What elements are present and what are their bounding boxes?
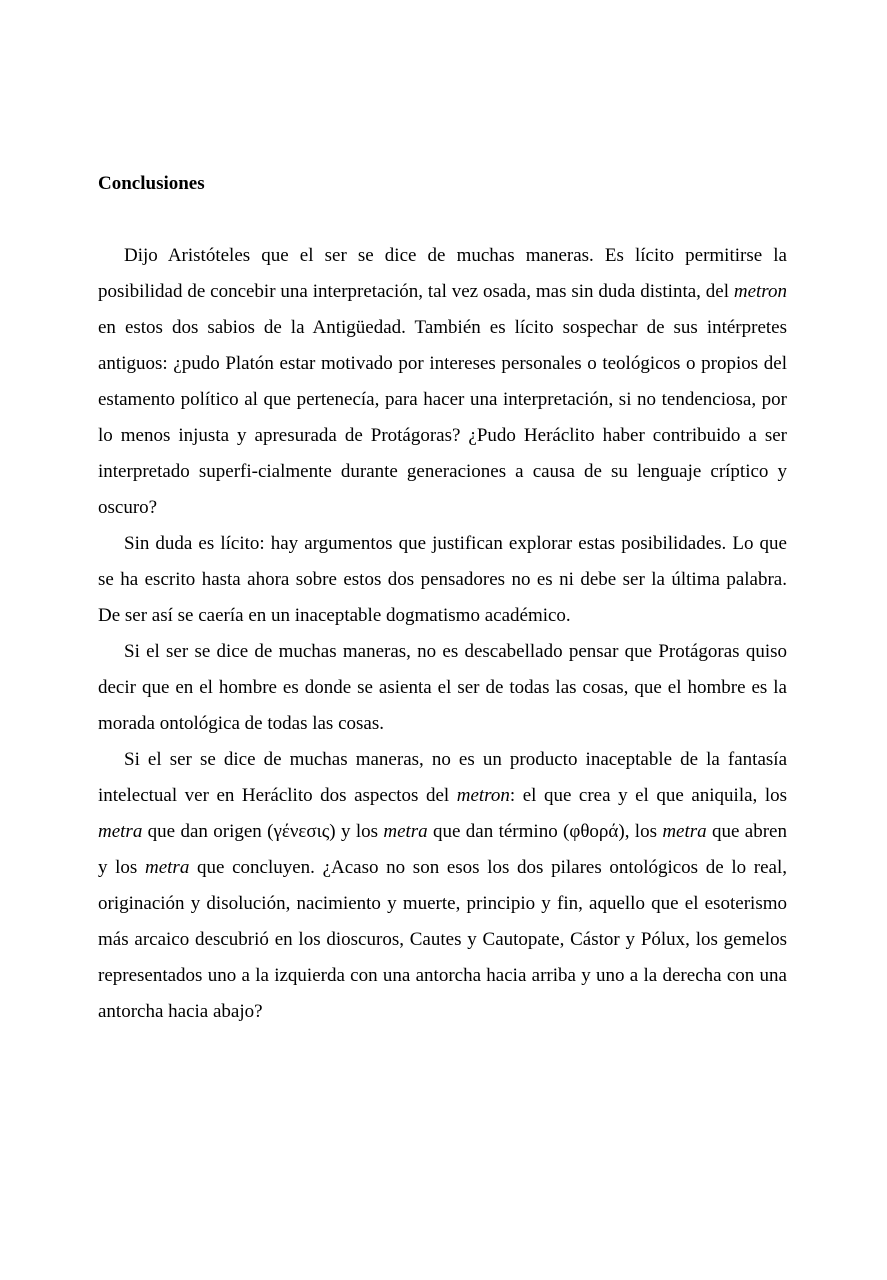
paragraph xyxy=(98,238,787,526)
italic-term: metra xyxy=(383,821,428,842)
paragraph xyxy=(98,634,787,742)
text-segment: Sin duda es lícito: hay argumentos que justifican explorar estas posibilidades. Lo que se ha escrito hasta ahora sobre estos dos pensadores no es ni debe ser la última palabra. De ser así se caería en un inaceptable dogmatismo académico. xyxy=(98,533,787,626)
text-segment: que abren y los xyxy=(98,821,787,878)
page-title: Conclusiones xyxy=(98,173,205,194)
text-segment: Si el ser se dice de muchas maneras, no es un producto inaceptable de la fantasía intelectual ver en Heráclito dos aspectos del xyxy=(98,749,787,806)
italic-term: metra xyxy=(98,821,143,842)
text-segment: que concluyen. ¿Acaso no son esos los dos pilares ontológicos de lo real, originación y disolución, nacimiento y muerte, principio y fin, aquello que el esoterismo más arcaico descubrió en los dioscuros, Cautes y Cautopate, Cástor y Pólux, los gemelos representados uno a la izquierda con una antorcha hacia arriba y uno a la derecha con una antorcha hacia abajo? xyxy=(98,857,787,1022)
text-segment: que dan origen (γένεσις) y los xyxy=(142,821,384,842)
body-text xyxy=(98,238,787,1030)
italic-term: metra xyxy=(662,821,707,842)
italic-term: metron xyxy=(456,785,510,806)
italic-term: metron xyxy=(733,281,787,302)
paragraph xyxy=(98,742,787,1030)
italic-term: metra xyxy=(145,857,190,878)
text-segment: Si el ser se dice de muchas maneras, no es descabellado pensar que Protágoras quiso decir que en el hombre es donde se asienta el ser de todas las cosas, que el hombre es la morada ontológica de todas las cosas. xyxy=(98,641,787,734)
text-segment: en estos dos sabios de la Antigüedad. También es lícito sospechar de sus intérpretes antiguos: ¿pudo Platón estar motivado por intereses personales o teológicos o propios del estamento político al que pertenecía, para hacer una interpretación, si no tendenciosa, por lo menos injusta y apresurada de Protágoras? ¿Pudo Heráclito haber contribuido a ser interpretado superfi-cialmente durante generaciones a causa de su lenguaje críptico y oscuro? xyxy=(98,317,787,518)
paragraph xyxy=(98,526,787,634)
text-segment: Dijo Aristóteles que el ser se dice de muchas maneras. Es lícito permitirse la posibilidad de concebir una interpretación, tal vez osada, mas sin duda distinta, del xyxy=(98,245,787,302)
text-segment: que dan término (φθορά), los xyxy=(427,821,663,842)
text-segment: : el que crea y el que aniquila, los xyxy=(509,785,787,806)
